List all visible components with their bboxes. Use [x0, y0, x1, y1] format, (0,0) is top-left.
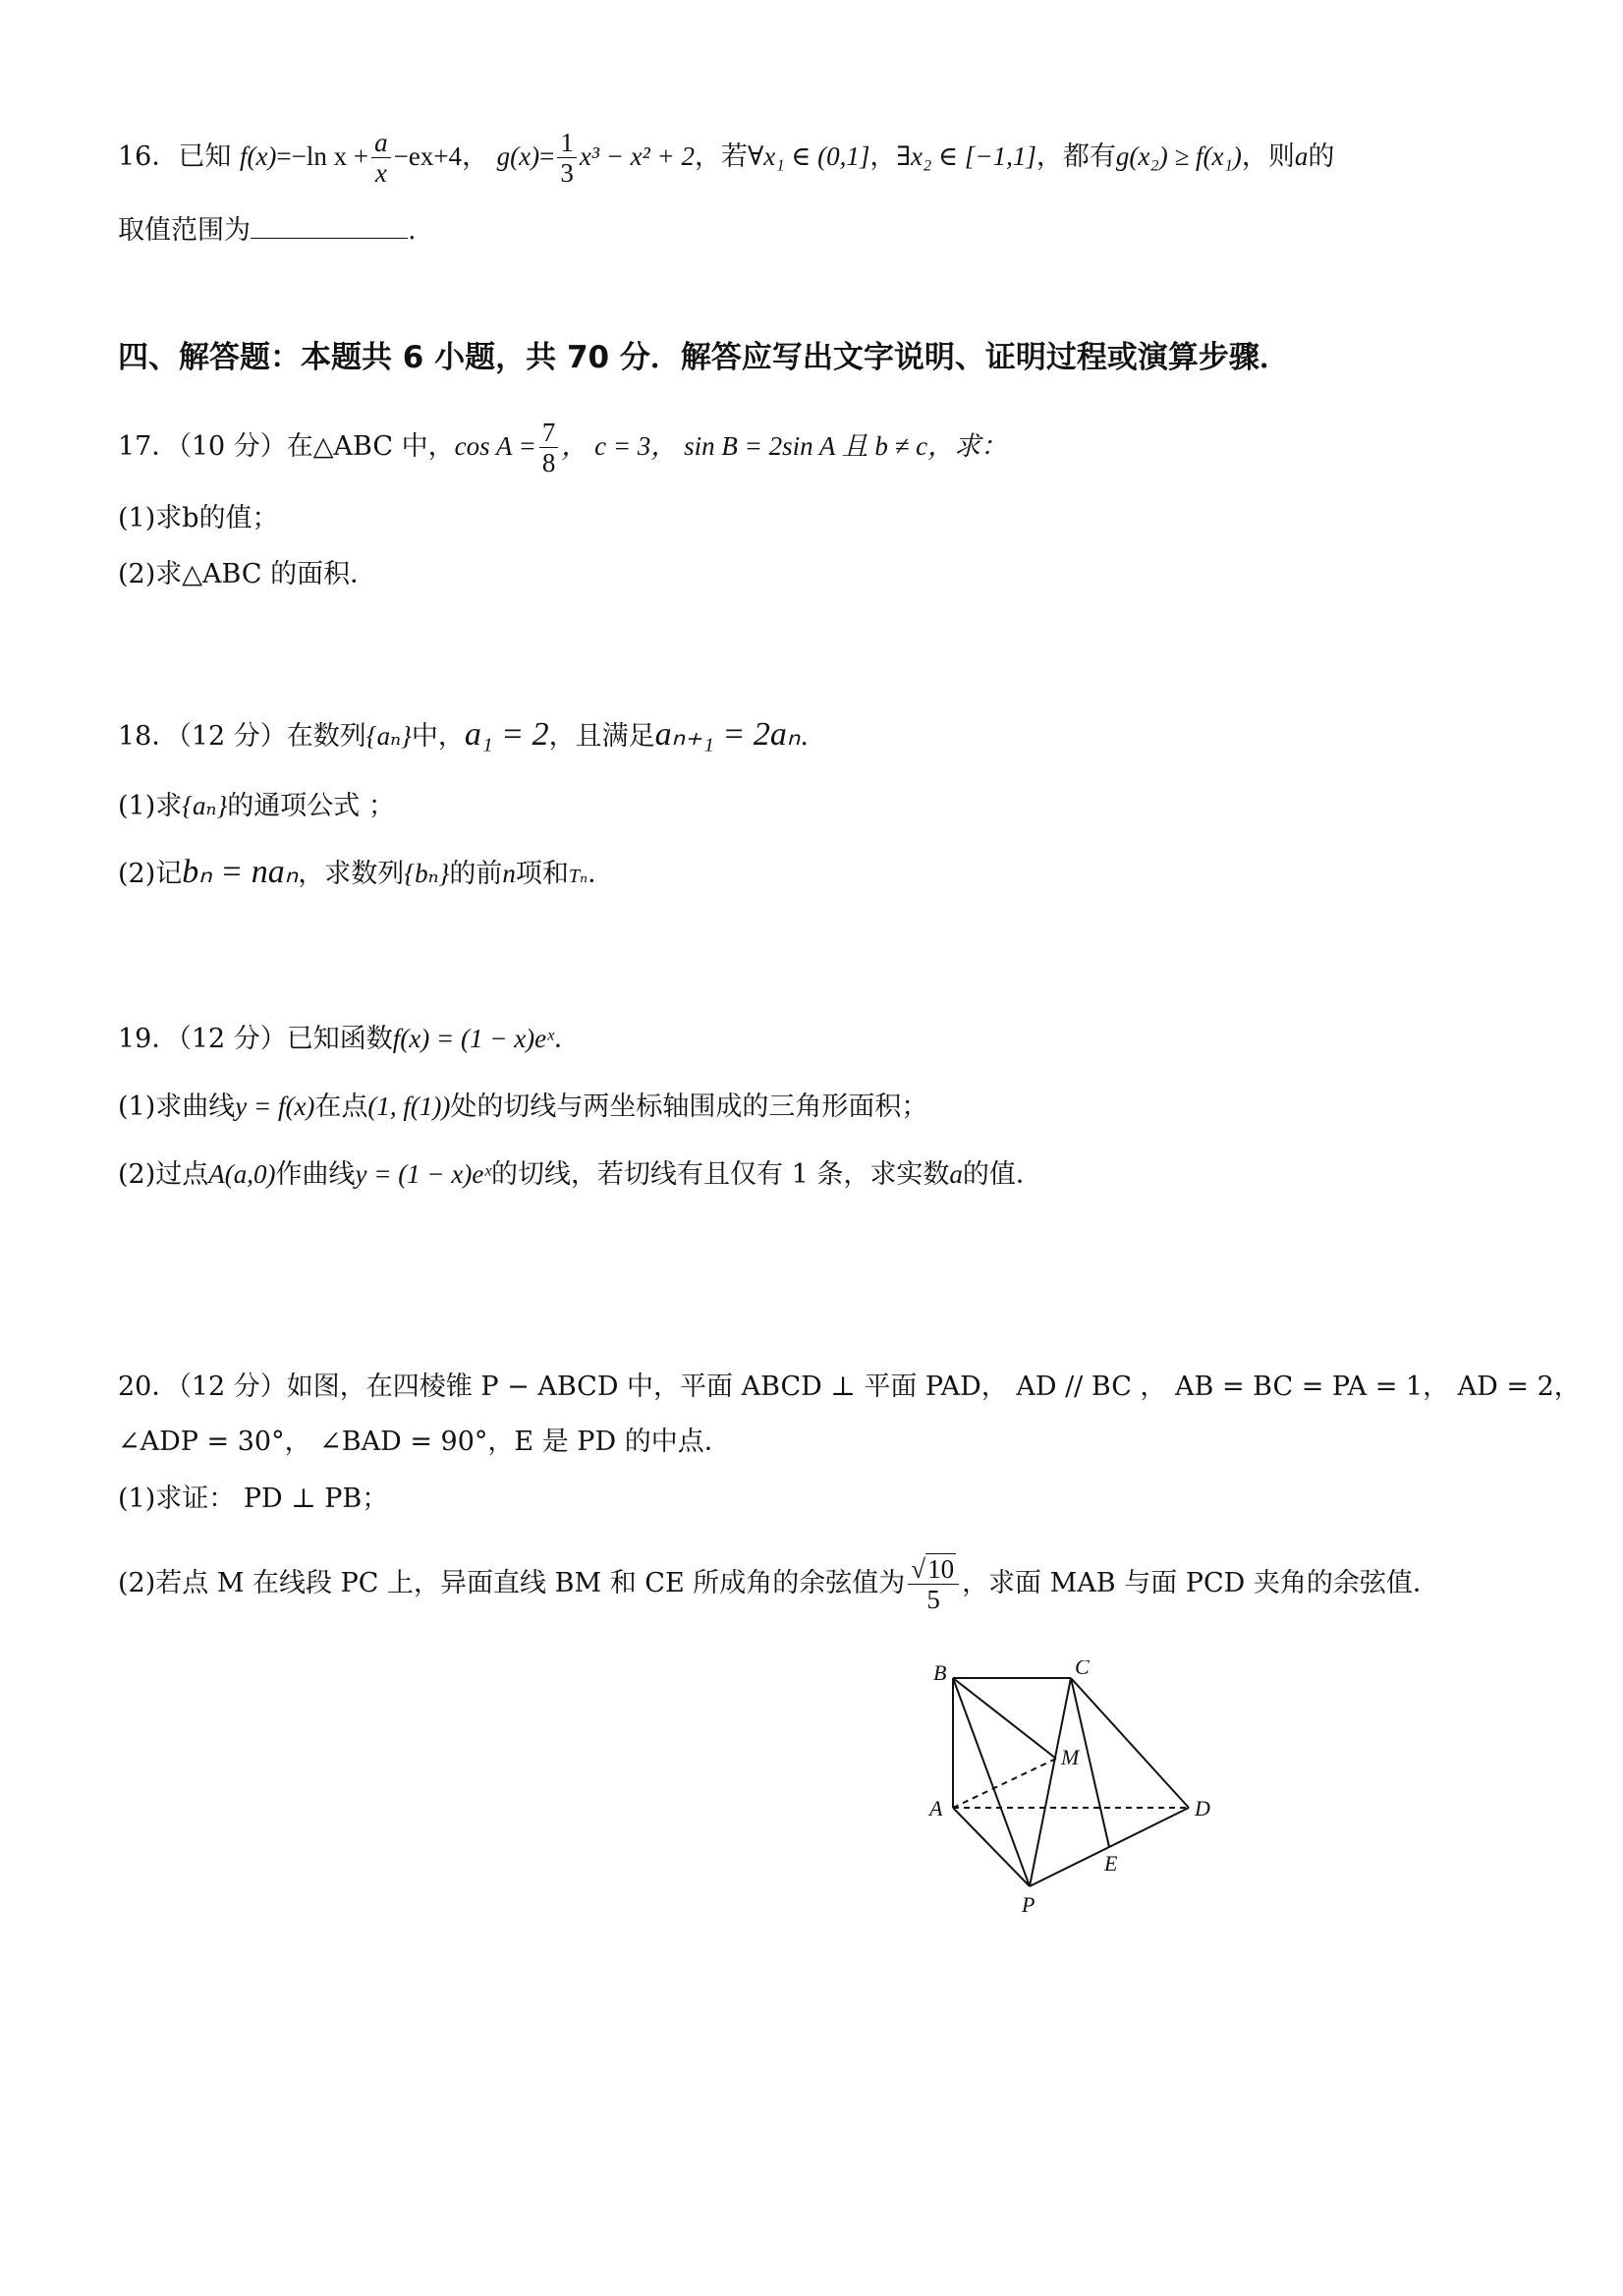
- edge-AP: [953, 1808, 1030, 1886]
- edge-CD: [1071, 1678, 1189, 1808]
- edge-CP: [1030, 1678, 1071, 1886]
- q17-part1: (1)求b的值；: [118, 503, 279, 533]
- q20-part2: (2)若点 M 在线段 PC 上，异面直线 BM 和 CE 所成角的余弦值为 $\frac{√10}{5}$ ，求面 MAB 与面 PCD 夹角的余弦值．: [118, 1554, 1439, 1614]
- label-M: M: [1061, 1745, 1080, 1769]
- q16-line2: 取值范围为 .: [118, 211, 417, 251]
- q19-part1: (1)求曲线y = f(x)在点(1, f(1))处的切线与两坐标轴围成的三角形面积；: [118, 1092, 928, 1122]
- q16-line1: 16．已知 f(x)=−ln x + $\frac{a}{x}$ −ex+4， g(x)= $\frac{1}{3}$ x³ − x² + 2，若∀x₁ ∈ (0,1]，∃x₂ ∈ [−1,1]，都有g(x₂) ≥ f(x₁)，则a的: [118, 128, 1335, 188]
- label-D: D: [1195, 1796, 1210, 1820]
- q20-frac: $\frac{√10}{5}$: [908, 1554, 959, 1614]
- q16-frac-a-x: $\frac{a}{x}$: [371, 128, 391, 188]
- label-A: A: [929, 1796, 943, 1820]
- q20-part1: (1)求证： PD ⊥ PB；: [118, 1484, 389, 1514]
- answer-blank: [251, 212, 408, 239]
- label-C: C: [1075, 1660, 1090, 1679]
- q20-line1: 20．（12 分）如图，在四棱锥 P − ABCD 中，平面 ABCD ⊥ 平面 PAD， AD // BC ， AB = BC = PA = 1， AD = 2，: [118, 1372, 1581, 1402]
- label-B: B: [933, 1660, 947, 1685]
- label-P: P: [1022, 1892, 1035, 1917]
- q18-line1: 18．（12 分）在数列{aₙ}中，a₁ = 2，且满足aₙ₊₁ = 2aₙ.: [118, 716, 810, 753]
- edge-BP: [953, 1678, 1030, 1886]
- q18-part2: (2)记bₙ = naₙ，求数列{bₙ}的前n项和Tₙ．: [118, 854, 615, 890]
- section-heading: 四、解答题：本题共 6 小题，共 70 分．解答应写出文字说明、证明过程或演算步骤．: [118, 340, 1290, 375]
- edge-AM-dashed: [953, 1759, 1056, 1808]
- q17-frac: $\frac{7}{8}$: [539, 418, 559, 477]
- q17-part2: (2)求△ABC 的面积．: [118, 559, 377, 589]
- q19-part2: (2)过点A(a,0)作曲线y = (1 − x)eˣ的切线，若切线有且仅有 1 条，求实数a的值．: [118, 1159, 1042, 1190]
- q20-line2: ∠ADP = 30°， ∠BAD = 90°，E 是 PD 的中点．: [118, 1427, 731, 1457]
- label-E: E: [1104, 1851, 1118, 1876]
- q19-line1: 19．（12 分）已知函数f(x) = (1 − x)eˣ．: [118, 1024, 581, 1054]
- q17-line1: 17．（10 分）在△ABC 中，cos A = $\frac{7}{8}$ ， c = 3， sin B = 2sin A 且 b ≠ c，求：: [118, 418, 1008, 477]
- pyramid-figure: [914, 1660, 1228, 1926]
- q18-part1: (1)求{aₙ}的通项公式 ；: [118, 791, 395, 821]
- q16-number: 16．: [118, 141, 179, 172]
- q16-frac-1-3: $\frac{1}{3}$: [557, 128, 577, 188]
